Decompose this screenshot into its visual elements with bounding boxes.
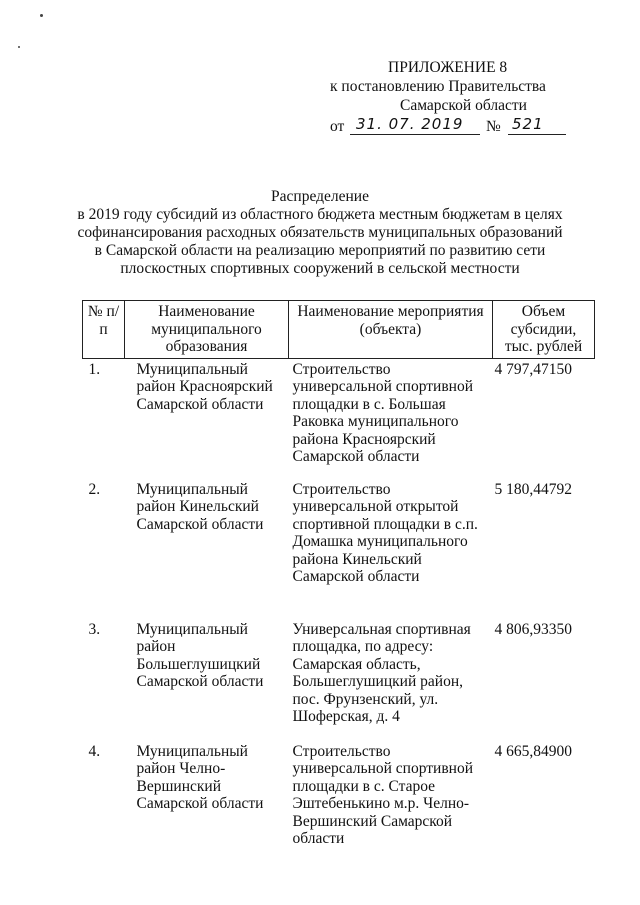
title-line: софинансирования расходных обязательств муниципальных образований (77, 224, 563, 241)
row-municipality: Муниципальный район Кинельский Самарской области (136, 480, 264, 533)
table-row (83, 481, 595, 621)
title-line: Распределение (271, 188, 369, 205)
region-label: Самарской области (400, 97, 527, 114)
table-row (83, 621, 595, 743)
date-number-line (330, 115, 590, 137)
number-underline (508, 134, 566, 135)
scan-speck (18, 46, 20, 48)
row-event: Строительство универсальной открытой спортивной площадки в с.п. Домашка муниципального района Кинельский Самарской области (292, 480, 478, 585)
table-row (83, 743, 595, 863)
title-line: в 2019 году субсидий из областного бюджета местным бюджетам в целях (77, 206, 563, 223)
handwritten-date: 31. 07. 2019 (356, 115, 464, 133)
row-event: Строительство универсальной спортивной площадки в с. Большая Раковка муниципального района Красноярский Самарской области (292, 360, 473, 465)
row-num: 1. (88, 360, 101, 378)
row-amount: 4 665,84900 (494, 742, 572, 760)
row-num: 2. (88, 480, 101, 498)
header-num: № п/п (83, 301, 125, 359)
title-line: в Самарской области на реализацию мероприятий по развитию сети (94, 242, 546, 259)
subsidy-table (82, 300, 595, 863)
resolution-label: к постановлению Правительства (330, 78, 546, 95)
row-municipality: Муниципальный район Большеглушицкий Самарской области (136, 620, 264, 690)
title-line: плоскостных спортивных сооружений в сельской местности (120, 260, 520, 277)
table-header-row (83, 301, 595, 359)
row-amount: 5 180,44792 (494, 480, 572, 498)
date-underline (350, 134, 480, 135)
header-event: Наименование мероприятия (объекта) (289, 301, 493, 359)
row-municipality: Муниципальный район Челно-Вершинский Самарской области (136, 742, 264, 812)
document-title (60, 188, 580, 278)
scan-speck (40, 14, 43, 17)
row-municipality: Муниципальный район Красноярский Самарской области (136, 360, 273, 413)
header-municipality: Наименование муниципального образования (125, 301, 289, 359)
from-label: от (330, 118, 345, 135)
row-num: 4. (88, 742, 101, 760)
handwritten-number: 521 (512, 115, 544, 133)
header-amount: Объем субсидии, тыс. рублей (493, 301, 595, 359)
row-num: 3. (88, 620, 101, 638)
appendix-label: ПРИЛОЖЕНИЕ 8 (388, 59, 508, 76)
row-amount: 4 797,47150 (494, 360, 572, 378)
row-amount: 4 806,93350 (494, 620, 572, 638)
row-event: Строительство универсальной спортивной площадки в с. Старое Эштебенькино м.р. Челно-Вершинский Самарской области (292, 742, 473, 847)
table-row (83, 358, 595, 481)
row-event: Универсальная спортивная площадка, по адресу: Самарская область, Большеглушицкий район, пос. Фрунзенский, ул. Шоферская, д. 4 (292, 620, 471, 725)
appendix-header (330, 58, 590, 137)
number-label: № (486, 118, 501, 135)
